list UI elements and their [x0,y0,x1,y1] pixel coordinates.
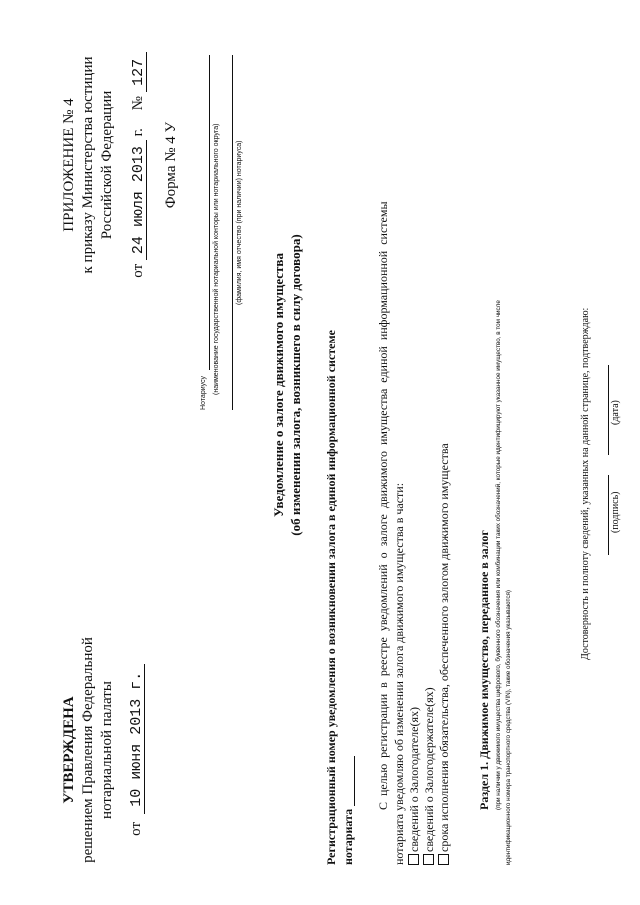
signature-label: (подпись) [610,491,621,533]
checkbox-term[interactable] [438,854,449,865]
checkbox-pledgor[interactable] [408,854,419,865]
registration-line-1: Регистрационный номер уведомления о возникновении залога в единой информационной системе [324,329,338,865]
appendix-number-value: 127 [131,52,147,92]
registration-number-field[interactable] [342,756,355,806]
notary-line-2 [232,55,233,410]
signature-line [608,475,609,555]
approval-line-2: нотариальной палаты [99,681,115,819]
heading-title: Уведомление о залоге движимого имущества [271,253,286,517]
notary-caption-1: (наименование государственной нотариальной конторы или нотариального округа) [213,123,220,395]
appendix-date-value: 24 июля 2013 [131,140,147,260]
approval-line-1: решением Правления Федеральной [80,637,96,863]
approval-title: УТВЕРЖДЕНА [61,696,77,804]
appendix-date: от 24 июля 2013 г. № 127 [129,35,148,295]
notary-label: Нотариусу [200,375,207,410]
option-term[interactable]: срока исполнения обязательства, обеспеченного залогом движимого имущества [437,443,452,865]
body-line-1: С целью регистрации в реестре уведомлений о залоге движимого имущества единой информационной системы [376,201,390,810]
appendix-line-1: к приказу Министерства юстиции [80,56,96,274]
checkbox-pledgee[interactable] [423,854,434,865]
option-pledgee[interactable]: сведений о Залогодержателе(ях) [422,443,437,865]
registration-line-2: нотариата [341,756,356,865]
option-pledgor[interactable]: сведений о Залогодателе(ях) [407,443,422,865]
approval-date-value: 10 июня 2013 г. [129,664,145,814]
section-1-title: Раздел 1. Движимое имущество, переданное в залог [477,530,491,810]
appendix-block [60,35,181,295]
body-line-2: нотариата уведомляю об изменении залога движимого имущества в части: [392,482,406,865]
date-line [608,365,609,455]
approval-block [60,635,146,865]
notary-caption-2: (фамилия, имя отчество (при наличии) нотариуса) [236,140,243,305]
document-heading [270,135,304,635]
appendix-line-2: Российской Федерации [99,90,115,240]
section-1-note-2: идентификационного номера транспортного средства (VIN), такие обозначения указываются) [505,590,512,865]
appendix-title: ПРИЛОЖЕНИЕ № 4 [61,98,77,232]
heading-subtitle: (об изменении залога, возникшего в силу договора) [288,234,303,536]
section-1-note-1: (при наличии у движимого имущества цифрового, буквенного обозначения или комбинации таких обозначений, которые идентифицируют указанное имущество, в том числе [495,300,502,810]
notary-line-1 [209,55,210,370]
footer-confirmation: Достоверность и полноту сведений, указанных на данной странице, подтверждаю: [580,307,591,660]
form-label: Форма № 4 У [163,121,179,209]
date-label: (дата) [610,400,621,425]
approval-date: от 10 июня 2013 г. [127,635,146,865]
option-list [407,443,452,865]
